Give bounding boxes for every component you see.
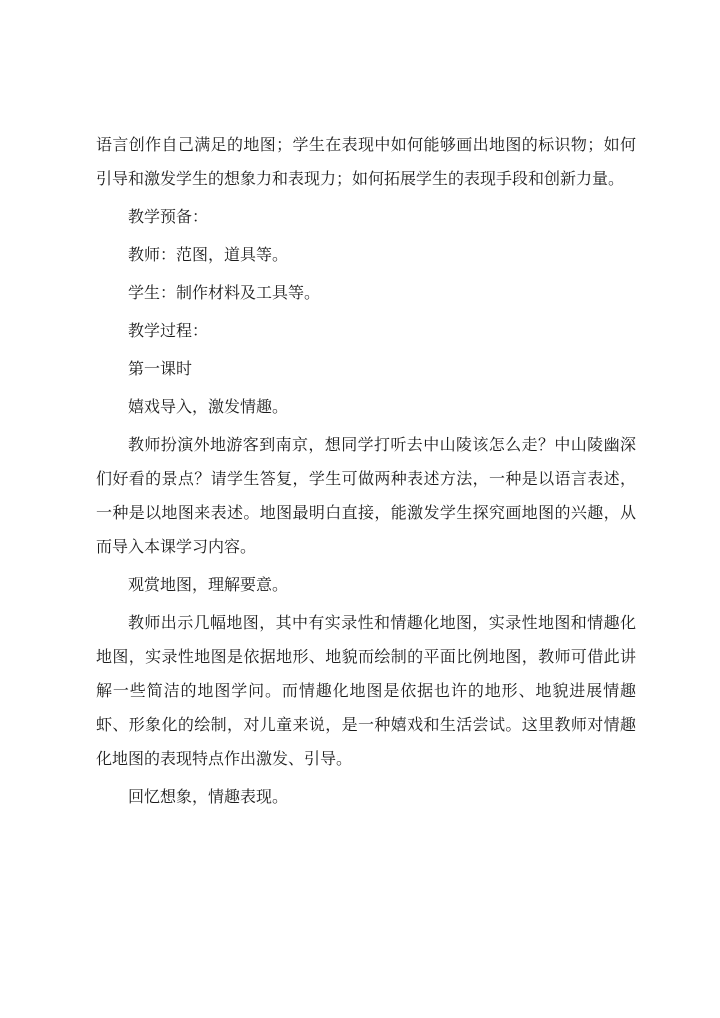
- paragraph-teaching-process-heading: 教学过程：: [128, 321, 209, 340]
- paragraph-tourist-scenario: 教师扮演外地游客到南京，想同学打听去中山陵该怎么走？中山陵幽深们好看的景点？请学生答复，学生可做两种表述方法，一种是以语言表述，一种是以地图来表述。地图最明白直接，能激发学生探究画地图的兴趣，从而导入本课学习内容。: [96, 435, 636, 556]
- document-body: [96, 128, 636, 818]
- paragraph-game-introduction: 嬉戏导入，激发情趣。: [128, 397, 289, 416]
- paragraph-continuation: 语言创作自己满足的地图；学生在表现中如何能够画出地图的标识物；如何引导和激发学生的想象力和表现力；如何拓展学生的表现手段和创新力量。: [96, 135, 636, 188]
- paragraph-teacher-materials: 教师：范图，道具等。: [128, 245, 289, 264]
- paragraph-teaching-preparation-heading: 教学预备：: [128, 207, 209, 226]
- paragraph-recall-imagine: 回忆想象，情趣表现。: [128, 787, 289, 806]
- paragraph-student-materials: 学生：制作材料及工具等。: [128, 283, 321, 302]
- paragraph-map-types: 教师出示几幅地图，其中有实录性和情趣化地图，实录性地图和情趣化地图，实录性地图是依据地形、地貌而绘制的平面比例地图，教师可借此讲解一些简洁的地图学问。而情趣化地图是依据也许的地形、地貌进展情趣虾、形象化的绘制，对儿童来说，是一种嬉戏和生活尝试。这里教师对情趣化地图的表现特点作出激发、引导。: [96, 613, 636, 768]
- paragraph-view-maps: 观赏地图，理解要意。: [128, 575, 289, 594]
- paragraph-first-lesson: 第一课时: [128, 359, 193, 378]
